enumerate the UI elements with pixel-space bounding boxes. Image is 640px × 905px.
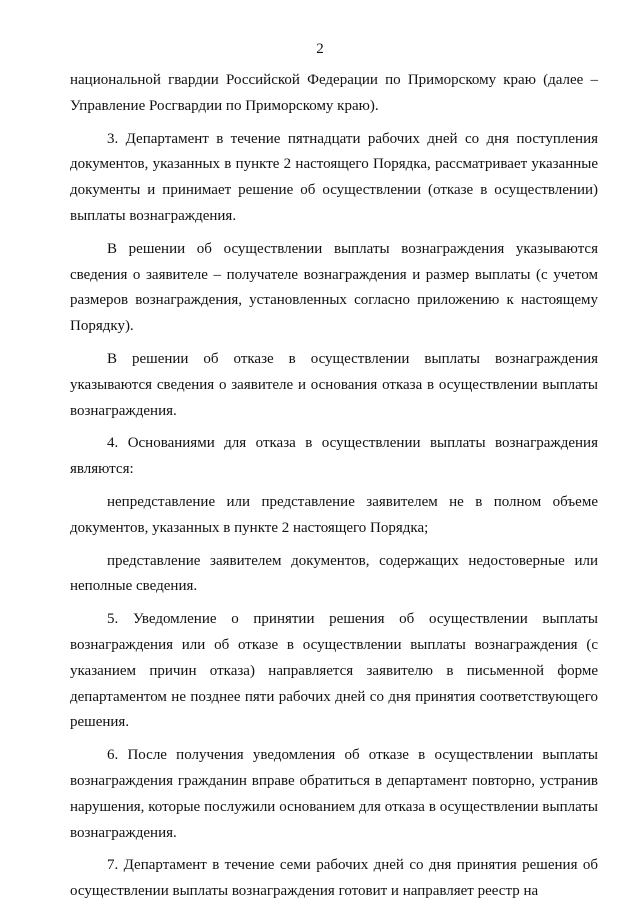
paragraph-item-7: 7. Департамент в течение семи рабочих дней со дня принятия решения об осуществлении выплаты вознаграждения готовит и направляет реестр на xyxy=(70,857,598,900)
paragraph-refusal-details: В решении об отказе в осуществлении выплаты вознаграждения указываются сведения о заявителе и основания отказа в осуществлении выплаты вознаграждения. xyxy=(70,350,598,419)
document-body xyxy=(70,68,598,905)
paragraph-continuation: национальной гвардии Российской Федерации по Приморскому краю (далее – Управление Росгвардии по Приморскому краю). xyxy=(70,72,598,114)
page-number: 2 xyxy=(316,41,324,57)
paragraph-refusal-ground-2: представление заявителем документов, содержащих недостоверные или неполные сведения. xyxy=(70,552,598,595)
paragraph-item-3: 3. Департамент в течение пятнадцати рабочих дней со дня поступления документов, указанных в пункте 2 настоящего Порядка, рассматривает указанные документы и принимает решение об осуществлении (отказе в осуществлении) выплаты вознаграждения. xyxy=(70,130,598,224)
paragraph-refusal-ground-1: непредставление или представление заявителем не в полном объеме документов, указанных в пункте 2 настоящего Порядка; xyxy=(70,493,598,536)
paragraph-decision-details: В решении об осуществлении выплаты вознаграждения указываются сведения о заявителе – получателе вознаграждения и размер выплаты (с учетом размеров вознаграждения, установленных согласно приложению к настоящему Порядку). xyxy=(70,240,598,335)
paragraph-item-4: 4. Основаниями для отказа в осуществлении выплаты вознаграждения являются: xyxy=(70,435,598,478)
paragraph-item-6: 6. После получения уведомления об отказе в осуществлении выплаты вознаграждения гражданин вправе обратиться в департамент повторно, устранив нарушения, которые послужили основанием для отказа в осуществлении выплаты вознаграждения. xyxy=(70,747,598,841)
paragraph-item-5: 5. Уведомление о принятии решения об осуществлении выплаты вознаграждения или об отказе в осуществлении выплаты вознаграждения (с указанием причин отказа) направляется заявителю в письменной форме департаментом не позднее пяти рабочих дней со дня принятия соответствующего решения. xyxy=(70,611,598,731)
